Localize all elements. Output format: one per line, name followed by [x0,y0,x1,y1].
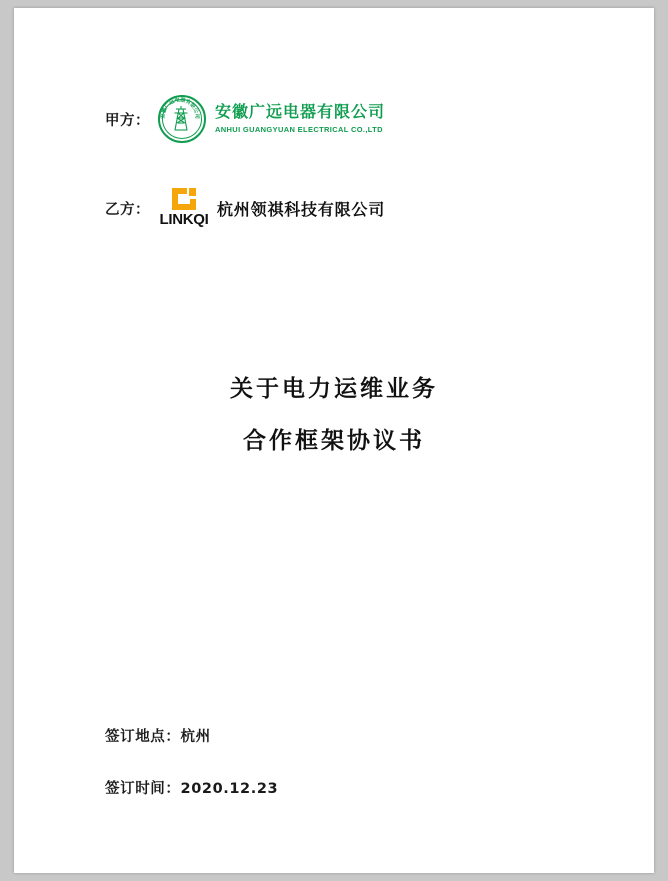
signing-date-row [105,777,278,798]
party-a-label: 甲方： [105,112,150,129]
linqi-square-mark-icon [156,186,212,230]
linqi-wordmark: LINKQI [159,211,209,228]
signing-place-value: 杭州 [180,729,211,745]
svg-text:安徽广远电器有限公司: 安徽广远电器有限公司 [160,97,200,119]
power-tower-icon [172,105,190,131]
party-a-company-cn: 安徽广远电器有限公司 [215,103,386,121]
party-b-row [105,186,385,230]
party-b-label: 乙方： [105,201,150,218]
party-a-row [105,93,385,145]
party-a-company-block [215,104,385,134]
document-page [14,8,654,873]
title-line-1: 关于电力运维业务 [230,376,438,402]
signing-date-value: 2020.12.23 [180,781,279,797]
anhui-guangyuan-roundel-icon [156,93,208,145]
title-line-2: 合作框架协议书 [243,428,425,454]
signing-place-row [105,725,211,746]
party-a-company-en: ANHUI GUANGYUAN ELECTRICAL CO.,LTD [215,125,383,135]
party-b-company-cn: 杭州领祺科技有限公司 [217,201,386,219]
document-title [14,363,654,467]
signing-place-label: 签订地点： [105,729,181,745]
signing-date-label: 签订时间： [105,781,181,797]
